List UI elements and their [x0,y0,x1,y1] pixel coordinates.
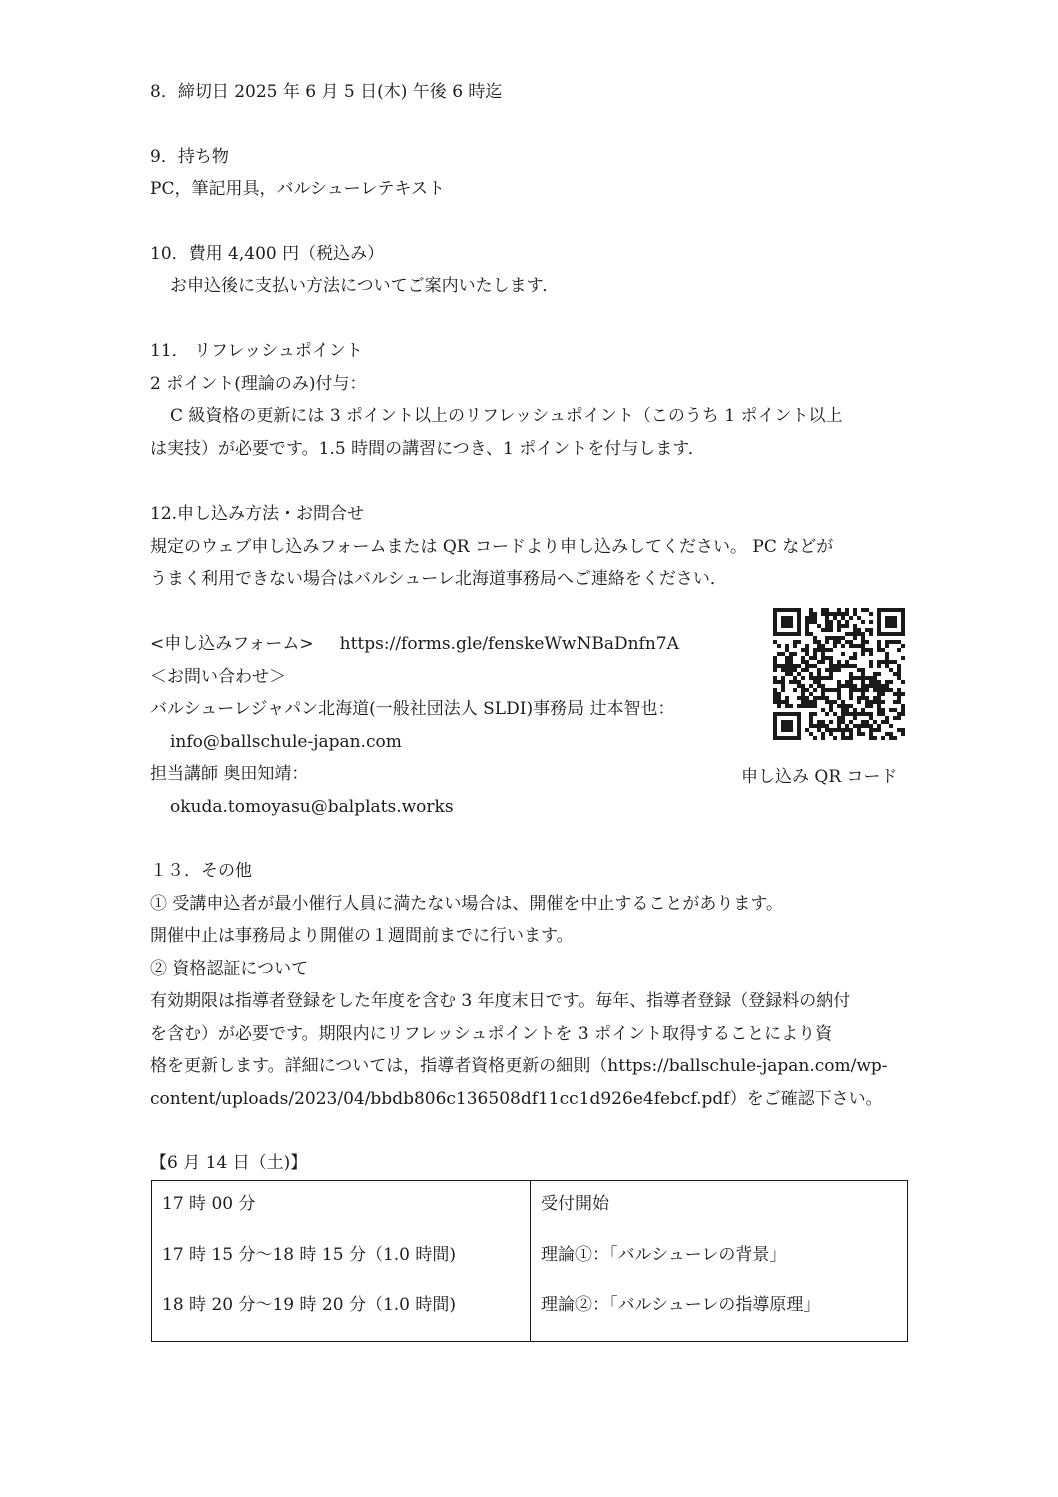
certification-heading: ② 資格認証について [150,959,309,979]
certification-desc-3: 格を更新します。詳細については，指導者資格更新の細則（https://ballschule-japan.com/wp- [150,1056,888,1076]
certification-desc-2: を含む）が必要です。期限内にリフレッシュポイントを 3 ポイント取得することにより資 [150,1024,833,1044]
fee-heading: 10．費用 4,400 円（税込み） [150,244,385,264]
other-cancel-1: ① 受講申込者が最小催行人員に満たない場合は、開催を中止することがあります。 [150,894,784,914]
table-row [152,1181,908,1232]
refresh-desc-1: C 級資格の更新には 3 ポイント以上のリフレッシュポイント（このうち 1 ポイント以上 [170,406,843,426]
schedule-item: 理論①：「バルシューレの背景」 [541,1245,787,1265]
qr-caption: 申し込み QR コード [741,767,898,787]
refresh-desc-2: は実技）が必要です。1.5 時間の講習につき、1 ポイントを付与します． [150,439,705,459]
office-contact: バルシューレジャパン北海道(一般社団法人 SLDI)事務局 辻本智也： [150,699,675,719]
table-row [152,1231,908,1281]
form-link[interactable]: https://forms.gle/fenskeWwNBaDnfn7A [339,634,679,654]
office-email-link[interactable]: info@ballschule-japan.com [170,732,402,752]
apply-heading: 12.申し込み方法・お問合せ [150,504,365,524]
table-row [152,1281,908,1342]
refresh-points: 2 ポイント(理論のみ)付与： [150,374,367,394]
schedule-time: 18 時 20 分～19 時 20 分（1.0 時間) [152,1281,531,1342]
schedule-item: 理論②：「バルシューレの指導原理」 [541,1295,821,1315]
apply-desc-1: 規定のウェブ申し込みフォームまたは QR コードより申し込みしてください。 PC などが [150,537,834,557]
qr-code[interactable] [773,608,905,740]
schedule-time: 17 時 00 分 [152,1181,531,1232]
form-label: <申し込みフォーム> [150,634,314,654]
other-cancel-2: 開催中止は事務局より開催の１週間前までに行います。 [150,926,574,946]
certification-desc-4: content/uploads/2023/04/bbdb806c136508df11cc1d926e4febcf.pdf）をご確認下さい。 [150,1089,883,1109]
fee-note: お申込後に支払い方法についてご案内いたします． [170,276,560,296]
other-heading: １３．その他 [150,861,252,881]
deadline-line: 8．締切日 2025 年 6 月 5 日(木) 午後 6 時迄 [150,82,503,102]
schedule-time: 17 時 15 分～18 時 15 分（1.0 時間) [152,1231,531,1281]
schedule-date: 【6 月 14 日（土)】 [150,1153,308,1173]
form-line [150,633,679,655]
refresh-heading: 11． リフレッシュポイント [150,341,363,361]
items-heading: 9．持ち物 [150,147,229,167]
schedule-item: 受付開始 [541,1194,609,1214]
instructor-email-link[interactable]: okuda.tomoyasu@balplats.works [170,797,454,817]
instructor-contact: 担当講師 奥田知靖： [150,764,309,784]
apply-desc-2: うまく利用できない場合はバルシューレ北海道事務局へご連絡をください． [150,569,727,589]
contact-label: ＜お問い合わせ＞ [150,667,286,687]
items-list: PC，筆記用具，バルシューレテキスト [150,179,446,199]
certification-desc-1: 有効期限は指導者登録をした年度を含む 3 年度末日です。毎年、指導者登録（登録料の納付 [150,991,851,1011]
schedule-table [151,1180,908,1342]
